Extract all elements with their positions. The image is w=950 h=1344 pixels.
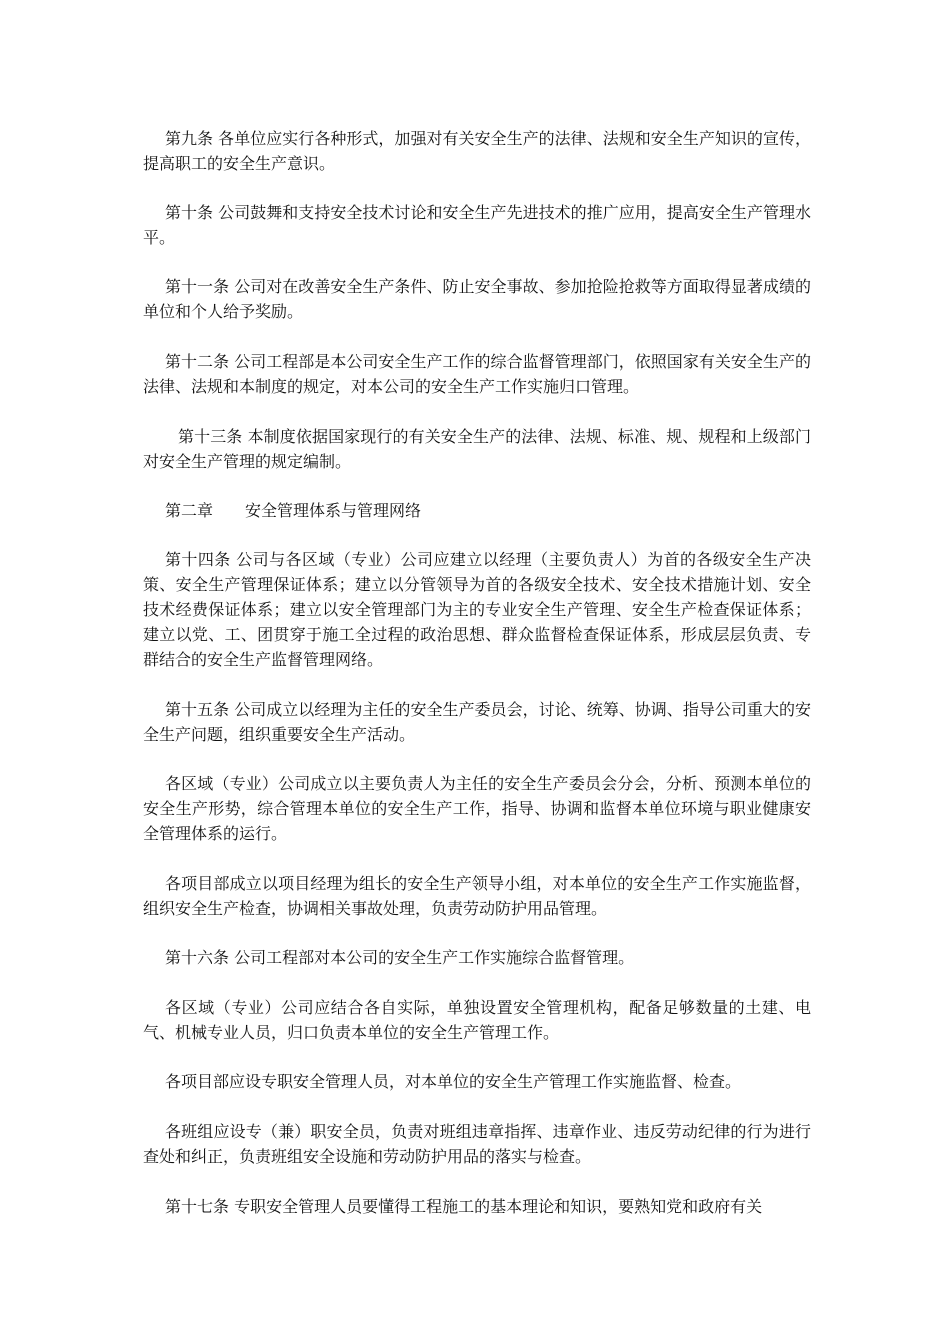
article-14: 第十四条 公司与各区域（专业）公司应建立以经理（主要负责人）为首的各级安全生产决策、安全生产管理保证体系；建立以分管领导为首的各级安全技术、安全技术措施计划、安全技术经费保证体系；建立以安全管理部门为主的专业安全生产管理、安全生产检查保证体系；建立以党、工、团贯穿于施工全过程的政治思想、群众监督检查保证体系，形成层层负责、专群结合的安全生产监督管理网络。 [143, 550, 811, 669]
team-safety-officer-paragraph: 各班组应设专（兼）职安全员，负责对班组违章指挥、违章作业、违反劳动纪律的行为进行查处和纠正，负责班组安全设施和劳动防护用品的落实与检查。 [143, 1122, 811, 1166]
article-9: 第九条 各单位应实行各种形式，加强对有关安全生产的法律、法规和安全生产知识的宣传，提高职工的安全生产意识。 [143, 129, 811, 173]
article-12: 第十二条 公司工程部是本公司安全生产工作的综合监督管理部门，依照国家有关安全生产的法律、法规和本制度的规定，对本公司的安全生产工作实施归口管理。 [143, 352, 811, 396]
project-staff-paragraph: 各项目部应设专职安全管理人员，对本单位的安全生产管理工作实施监督、检查。 [165, 1072, 742, 1091]
regional-staffing-paragraph: 各区域（专业）公司应结合各自实际，单独设置安全管理机构，配备足够数量的土建、电气、机械专业人员，归口负责本单位的安全生产管理工作。 [143, 998, 811, 1042]
regional-committee-paragraph: 各区域（专业）公司成立以主要负责人为主任的安全生产委员会分会，分析、预测本单位的安全生产形势，综合管理本单位的安全生产工作，指导、协调和监督本单位环境与职业健康安全管理体系的运行。 [143, 774, 811, 843]
article-11: 第十一条 公司对在改善安全生产条件、防止安全事故、参加抢险抢救等方面取得显著成绩的单位和个人给予奖励。 [143, 277, 811, 321]
article-10: 第十条 公司鼓舞和支持安全技术讨论和安全生产先进技术的推广应用，提高安全生产管理水平。 [143, 203, 811, 247]
article-16: 第十六条 公司工程部对本公司的安全生产工作实施综合监督管理。 [165, 948, 635, 967]
article-15: 第十五条 公司成立以经理为主任的安全生产委员会，讨论、统筹、协调、指导公司重大的安全生产问题，组织重要安全生产活动。 [143, 700, 811, 744]
article-13: 第十三条 本制度依据国家现行的有关安全生产的法律、法规、标准、规、规程和上级部门对安全生产管理的规定编制。 [143, 427, 811, 471]
chapter-number: 第二章 [165, 501, 214, 520]
chapter-heading [165, 498, 421, 523]
chapter-title: 安全管理体系与管理网络 [245, 501, 422, 520]
project-team-paragraph: 各项目部成立以项目经理为组长的安全生产领导小组，对本单位的安全生产工作实施监督，组织安全生产检查，协调相关事故处理，负责劳动防护用品管理。 [143, 874, 811, 918]
article-17: 第十七条 专职安全管理人员要懂得工程施工的基本理论和知识，要熟知党和政府有关 [165, 1197, 763, 1216]
